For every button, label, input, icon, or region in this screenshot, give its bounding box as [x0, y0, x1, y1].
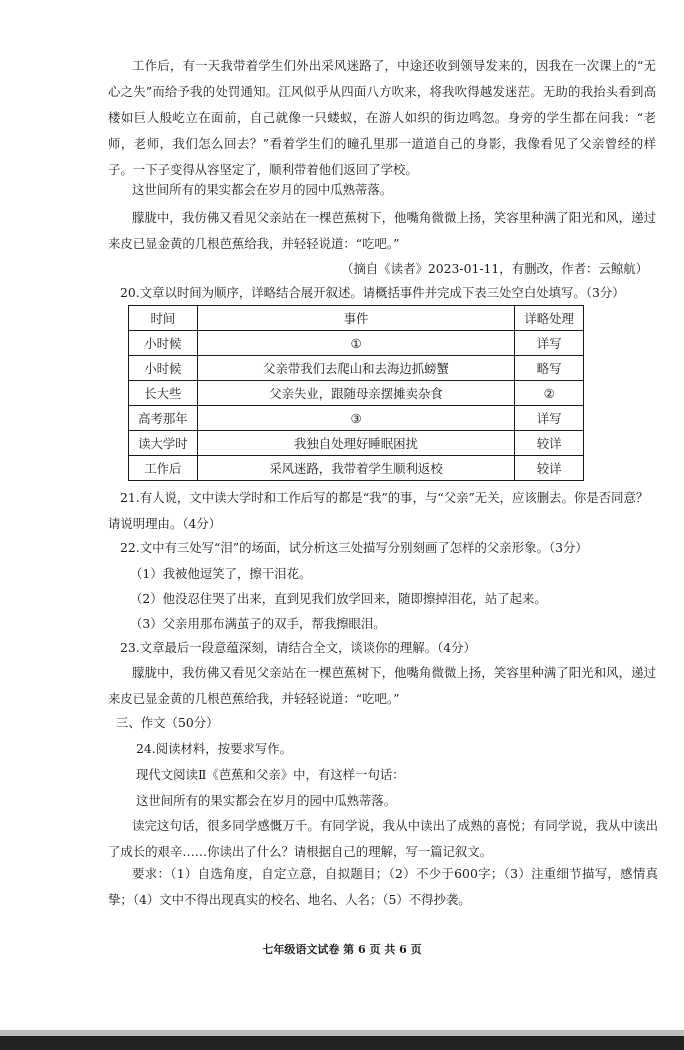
table-cell: 详写 [515, 406, 584, 431]
table-cell: 高考那年 [129, 406, 198, 431]
table-cell: ③ [197, 406, 515, 431]
table-cell: 小时候 [129, 356, 198, 381]
summary-table [128, 305, 584, 481]
question-20: 20.文章以时间为顺序，详略结合展开叙述。请概括事件并完成下表三处空白处填写。（3分） [120, 285, 625, 300]
table-cell: 详写 [515, 331, 584, 356]
table-row [129, 356, 584, 381]
table-header: 事件 [197, 306, 515, 331]
table-cell: ② [515, 381, 584, 406]
passage-text: 工作后，有一天我带着学生们外出采风迷路了，中途还收到领导发来的，因我在一次课上的“无心之失”而给予我的处罚通知。江风似乎从四面八方吹来，将我吹得越发迷茫。无助的我抬头看到高楼如巨人般屹立在面前，自己就像一只蝼蚁，在游人如织的街边鸣忽。身旁的学生都在问我：“老师，老师，我们怎么回去？”看着学生们的瞳孔里那一道道自己的身影，我像看见了父亲曾经的样子。一下子变得从容坚定了，顺利带着他们返回了学校。 [108, 58, 656, 177]
requirements-text: 要求：（1）自选角度，自定立意，自拟题目；（2）不少于600字；（3）注重细节描写，感情真挚；（4）文中不得出现真实的校名、地名、人名；（5）不得抄袭。 [108, 866, 658, 907]
question-22: 22.文中有三处写“泪”的场面，试分析这三处描写分别刻画了怎样的父亲形象。（3分） [120, 540, 588, 555]
table-cell: 我独自处理好睡眠困扰 [197, 431, 515, 456]
table-cell: ① [197, 331, 515, 356]
question-23-quote [108, 660, 656, 712]
passage-paragraph-3 [108, 205, 656, 257]
question-21: 21.有人说，文中读大学时和工作后写的都是“我”的事，与“父亲”无关，应该删去。你是否同意？请说明理由。（4分） [108, 490, 649, 531]
question-24: 24.阅读材料，按要求写作。 [136, 741, 293, 756]
writing-prompt [108, 813, 658, 865]
table-cell: 长大些 [129, 381, 198, 406]
table-cell: 父亲失业，跟随母亲摆摊卖杂食 [197, 381, 515, 406]
question-22-item: （2）他没忍住哭了出来，直到见我们放学回来，随即擦掉泪花，站了起来。 [130, 591, 547, 606]
material-quote: 这世间所有的果实都会在岁月的园中瓜熟蒂落。 [136, 793, 397, 808]
table-cell: 略写 [515, 356, 584, 381]
table-cell: 较详 [515, 456, 584, 481]
table-cell: 父亲带我们去爬山和去海边抓螃蟹 [197, 356, 515, 381]
table-row [129, 331, 584, 356]
table-header: 详略处理 [515, 306, 584, 331]
table-cell: 小时候 [129, 331, 198, 356]
section-3-title: 三、作文（50分） [116, 715, 219, 730]
quote-text: 朦胧中，我仿佛又看见父亲站在一棵芭蕉树下，他嘴角微微上扬，笑容里种满了阳光和风，递过来皮已显金黄的几根芭蕉给我，并轻轻说道：“吃吧。” [108, 665, 656, 706]
passage-text: 这世间所有的果实都会在岁月的园中瓜熟蒂落。 [132, 182, 393, 197]
table-cell: 工作后 [129, 456, 198, 481]
table-header: 时间 [129, 306, 198, 331]
table-header-row [129, 306, 584, 331]
page-footer: 七年级语文试卷 第 6 页 共 6 页 [262, 943, 422, 956]
table-row [129, 456, 584, 481]
prompt-text: 读完这句话，很多同学感慨万千。有同学说，我从中读出了成熟的喜悦；有同学说，我从中读出了成长的艰辛……你读出了什么？请根据自己的理解，写一篇记叙文。 [108, 818, 658, 859]
table-cell: 采风迷路，我带着学生顺利返校 [197, 456, 515, 481]
writing-requirements [108, 861, 658, 913]
question-23: 23.文章最后一段意蕴深刻，请结合全文，谈谈你的理解。（4分） [120, 640, 476, 655]
material-line: 现代文阅读Ⅱ《芭蕉和父亲》中，有这样一句话： [136, 767, 405, 782]
source-citation: （摘自《读者》2023-01-11，有删改，作者：云鲸航） [341, 261, 648, 276]
table-row [129, 381, 584, 406]
question-22-item: （1）我被他逗笑了，擦干泪花。 [130, 566, 312, 581]
table-cell: 读大学时 [129, 431, 198, 456]
scan-border [0, 1036, 684, 1050]
passage-paragraph-2 [108, 177, 656, 203]
passage-text: 朦胧中，我仿佛又看见父亲站在一棵芭蕉树下，他嘴角微微上扬，笑容里种满了阳光和风，递过来皮已显金黄的几根芭蕉给我，并轻轻说道：“吃吧。” [108, 210, 656, 251]
table-row [129, 406, 584, 431]
table-row [129, 431, 584, 456]
passage-paragraph-1 [108, 53, 656, 183]
question-22-item: （3）父亲用那布满茧子的双手，帮我擦眼泪。 [130, 616, 386, 631]
table-cell: 较详 [515, 431, 584, 456]
